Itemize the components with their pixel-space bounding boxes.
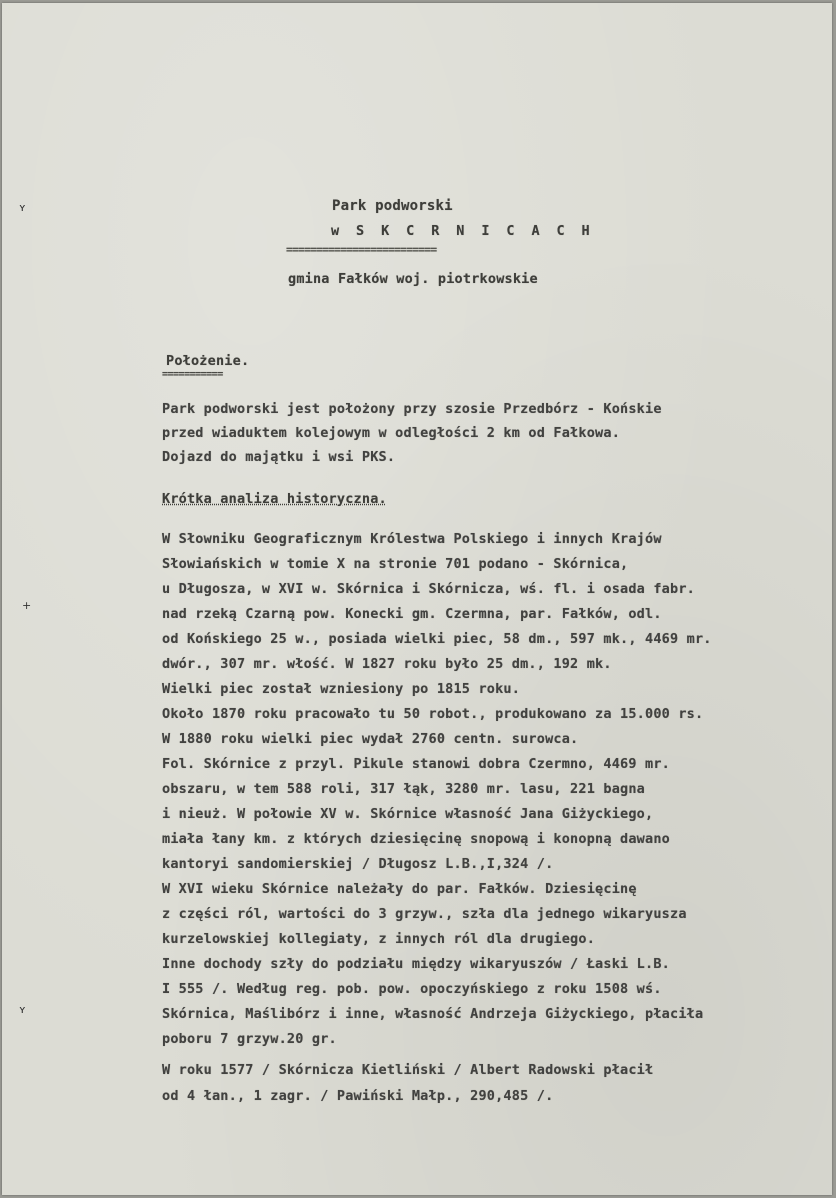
margin-mark: + [22, 599, 32, 612]
text-line: kantoryi sandomierskiej / Długosz L.B.,I,324 /. [162, 856, 554, 872]
text-line: W XVI wieku Skórnice należały do par. Fałków. Dziesięcinę [162, 881, 637, 897]
text-line: poboru 7 grzyw.20 gr. [162, 1031, 337, 1047]
text-line: i nieuż. W połowie XV w. Skórnice własność Jana Giżyckiego, [162, 806, 654, 822]
text-line: z części ról, wartości do 3 grzyw., szła dla jednego wikaryusza [162, 906, 687, 922]
text-line: kurzelowskiej kollegiaty, z innych ról dla drugiego. [162, 931, 596, 947]
text-line: Skórnica, Maślibórz i inne, własność Andrzeja Giżyckiego, płaciła [162, 1006, 704, 1022]
text-line: Słowiańskich w tomie X na stronie 701 podano - Skórnica, [162, 556, 629, 572]
text-line: Dojazd do majątku i wsi PKS. [162, 449, 396, 465]
document-page [2, 3, 832, 1195]
text-line: od Końskiego 25 w., posiada wielki piec, 58 dm., 597 mk., 4469 mr. [162, 631, 712, 647]
text-line: Fol. Skórnice z przyl. Pikule stanowi dobra Czermno, 4469 mr. [162, 756, 670, 772]
text-line: Inne dochody szły do podziału między wikaryuszów / Łaski L.B. [162, 956, 670, 972]
text-line: I 555 /. Według reg. pob. pow. opoczyńskiego z roku 1508 wś. [162, 981, 662, 997]
text-line: Wielki piec został wzniesiony po 1815 roku. [162, 681, 521, 697]
text-line: przed wiaduktem kolejowym w odległości 2 km od Fałkowa. [162, 425, 621, 441]
text-line: miała łany km. z których dziesięcinę snopową i konopną dawano [162, 831, 670, 847]
location-line: gmina Fałków woj. piotrkowskie [288, 271, 538, 287]
text-line: od 4 łan., 1 zagr. / Pawiński Małp., 290,485 /. [162, 1088, 554, 1104]
document-subtitle: w S K C R N I C A C H [331, 223, 595, 239]
text-line: dwór., 307 mr. włość. W 1827 roku było 25 dm., 192 mk. [162, 656, 612, 672]
text-line: Około 1870 roku pracowało tu 50 robot., produkowano za 15.000 rs. [162, 706, 704, 722]
margin-mark: ʏ [19, 201, 26, 214]
margin-mark: ʏ [19, 1003, 26, 1016]
text-line: obszaru, w tem 588 roli, 317 łąk, 3280 mr. lasu, 221 bagna [162, 781, 646, 797]
section-heading-location: Położenie. [166, 353, 250, 369]
text-line: u Długosza, w XVI w. Skórnica i Skórnicza, wś. fl. i osada fabr. [162, 581, 695, 597]
text-line: Park podworski jest położony przy szosie Przedbórz - Końskie [162, 401, 662, 417]
section-heading-underline: =========== [162, 369, 223, 380]
text-line: W 1880 roku wielki piec wydał 2760 centn. surowca. [162, 731, 579, 747]
text-line: nad rzeką Czarną pow. Konecki gm. Czermna, par. Fałków, odl. [162, 606, 662, 622]
document-title: Park podworski [332, 198, 453, 214]
section-heading-history: Krótka analiza historyczna. [162, 491, 387, 507]
text-line: W roku 1577 / Skórnicza Kietliński / Albert Radowski płacił [162, 1062, 654, 1078]
text-line: W Słowniku Geograficznym Królestwa Polskiego i innych Krajów [162, 531, 662, 547]
title-underline: ========================= [286, 243, 437, 256]
